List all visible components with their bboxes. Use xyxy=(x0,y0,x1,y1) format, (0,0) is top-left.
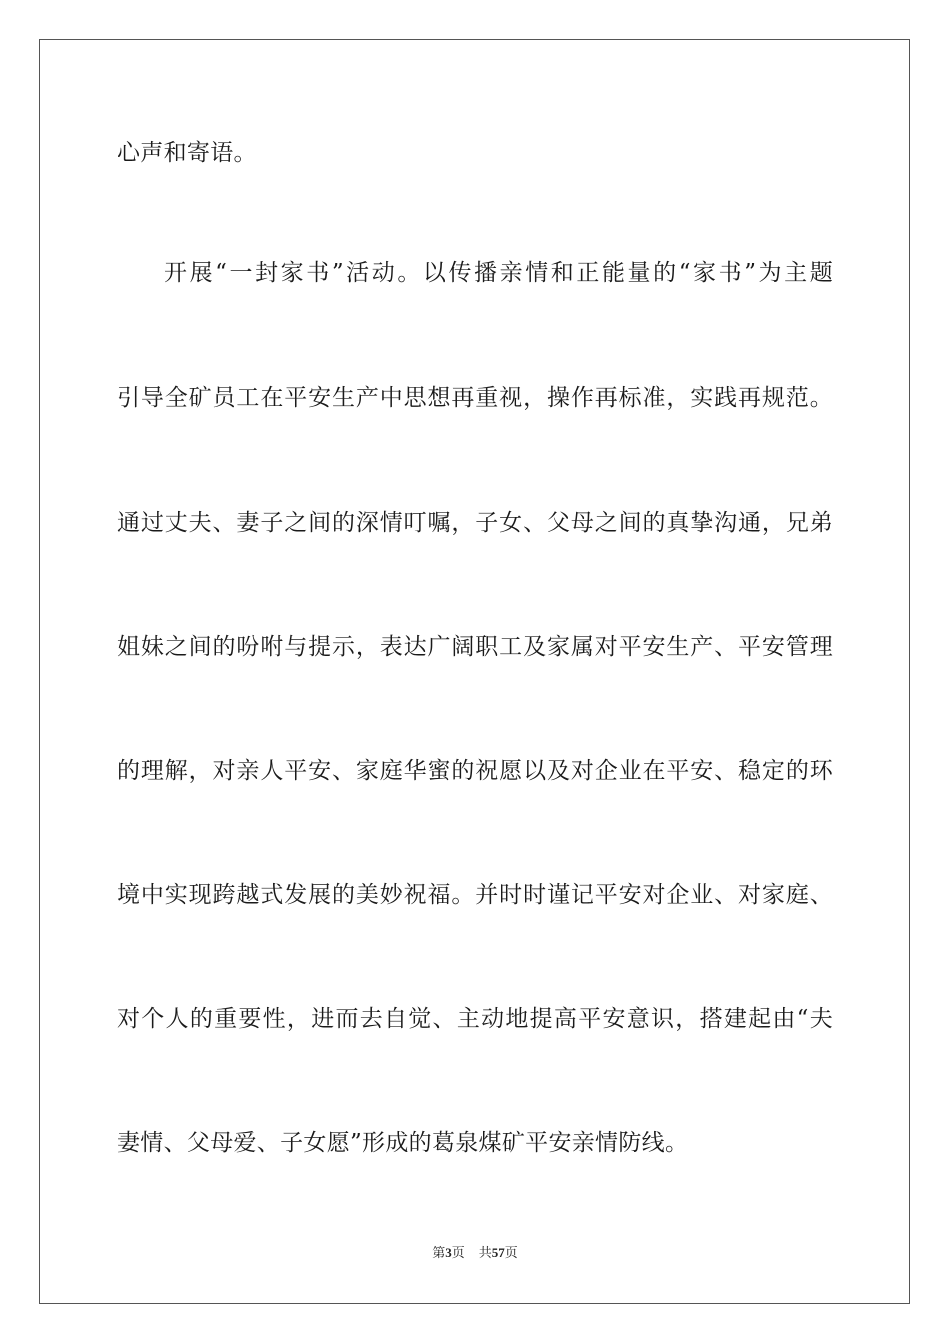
text-line-7: 境中实现跨越式发展的美妙祝福。并时时谨记平安对企业、对家庭、 xyxy=(117,882,833,908)
page-prefix: 第 xyxy=(432,1246,446,1261)
text-line-6: 的理解，对亲人平安、家庭华蜜的祝愿以及对企业在平安、稳定的环 xyxy=(117,758,833,784)
text-line-8: 对个人的重要性，进而去自觉、主动地提高平安意识，搭建起由“夫 xyxy=(117,1006,833,1032)
text-line-1: 心声和寄语。 xyxy=(117,140,257,166)
text-line-9: 妻情、父母爱、子女愿”形成的葛泉煤矿平安亲情防线。 xyxy=(117,1130,689,1156)
text-line-4: 通过丈夫、妻子之间的深情叮嘱，子女、父母之间的真挚沟通，兄弟 xyxy=(117,510,833,536)
text-line-2: 开展“一封家书”活动。以传播亲情和正能量的“家书”为主题 xyxy=(164,260,833,286)
page-footer xyxy=(0,1244,950,1263)
page-border xyxy=(39,39,910,1304)
text-line-3: 引导全矿员工在平安生产中思想再重视，操作再标准，实践再规范。 xyxy=(117,385,833,411)
total-suffix: 页 xyxy=(504,1246,518,1261)
total-pages: 57 xyxy=(491,1245,505,1260)
page-number: 3 xyxy=(445,1245,452,1260)
total-prefix: 共 xyxy=(478,1246,492,1261)
text-line-5: 姐妹之间的吩咐与提示，表达广阔职工及家属对平安生产、平安管理 xyxy=(117,634,833,660)
page-suffix: 页 xyxy=(451,1246,465,1261)
